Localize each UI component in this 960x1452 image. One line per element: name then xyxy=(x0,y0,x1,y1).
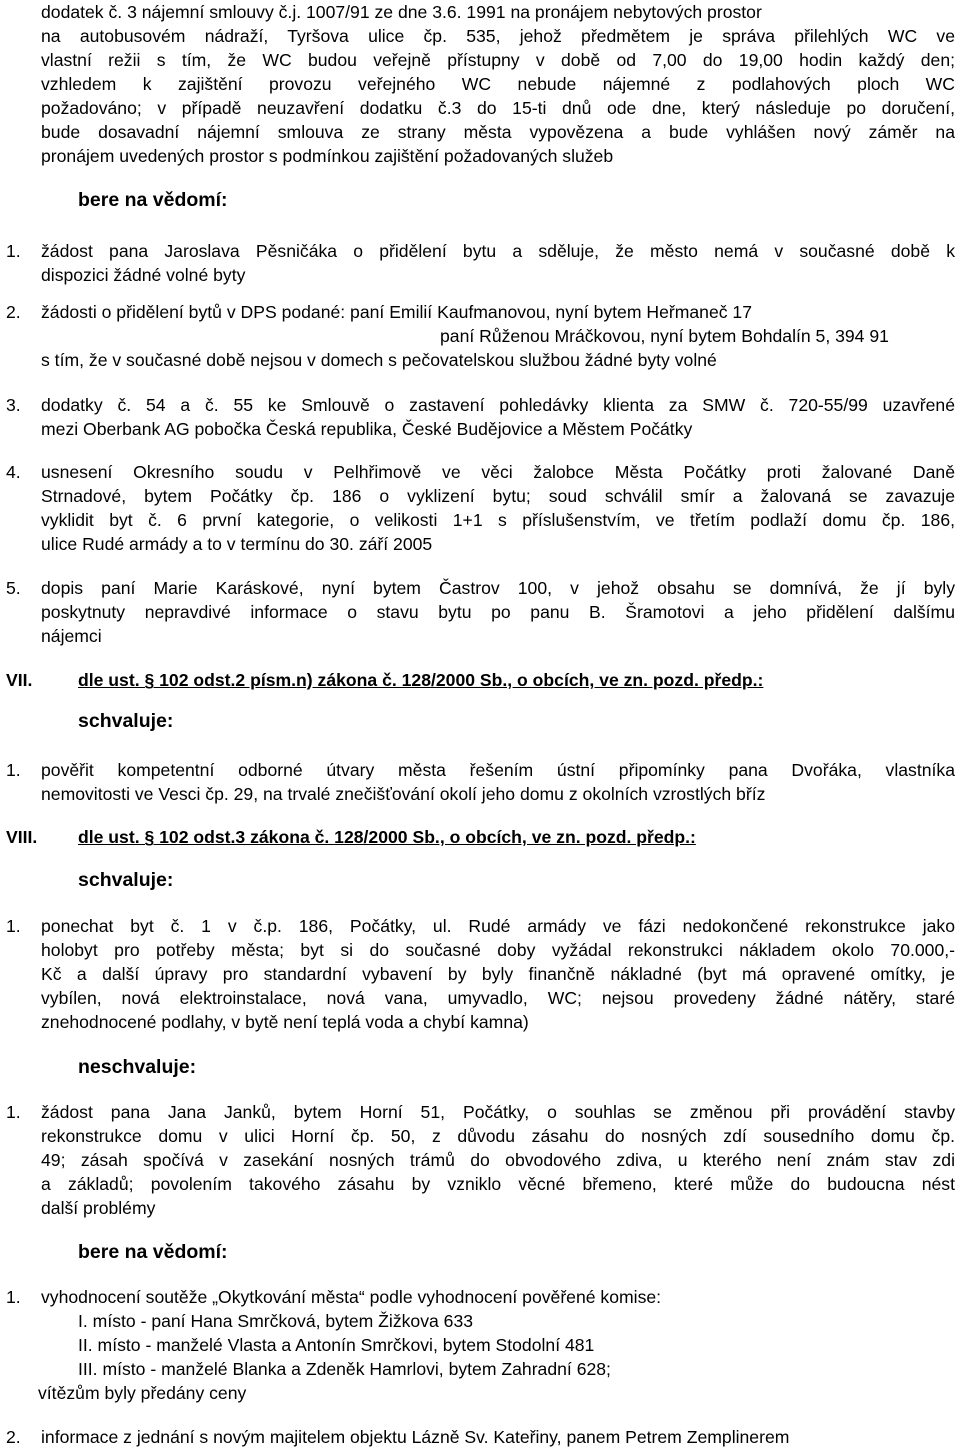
item-number: 1. xyxy=(6,241,21,261)
item-number: 2. xyxy=(6,1427,21,1447)
text-line: bude dosavadní nájemní smlouva ze strany města vypovězena a bude vyhlášen nový záměr na xyxy=(41,122,955,142)
text-line: znehodnocené podlahy, v bytě není teplá voda a chybí kamna) xyxy=(41,1012,529,1032)
text-line: rekonstrukce domu v ulici Horní čp. 50, z důvodu zásahu do nosných zdí sousedního domu čp. xyxy=(41,1126,955,1146)
text-line: Kč a další úpravy pro standardní vybavení by byly finančně nákladné (byt má opravené omítky, je xyxy=(41,964,955,984)
text-line: usnesení Okresního soudu v Pelhřimově ve věci žalobce Města Počátky proti žalované Daně xyxy=(41,462,955,482)
text-line: paní Růženou Mráčkovou, nyní bytem Bohdalín 5, 394 91 xyxy=(440,326,889,346)
text-line: holobyt pro potřeby města; byt si do současné doby vyžádal rekonstrukci nákladem okolo 70.000,- xyxy=(41,940,955,960)
text-line: dispozici žádné volné byty xyxy=(41,265,246,285)
text-line: a základů; povolením takového zásahu by vzniklo věcné břemeno, které může do budoucna nést xyxy=(41,1174,955,1194)
item-number: 3. xyxy=(6,395,21,415)
item-number: 2. xyxy=(6,302,21,322)
text-line: vyklidit byt č. 6 první kategorie, o velikosti 1+1 s příslušenstvím, ve třetím podlaží domu čp. 186, xyxy=(41,510,955,530)
text-line: informace z jednání s novým majitelem objektu Lázně Sv. Kateřiny, panem Petrem Zemplinerem xyxy=(41,1427,790,1447)
item-number: 1. xyxy=(6,916,21,936)
text-line: nemovitosti ve Vesci čp. 29, na trvalé znečišťování okolí jeho domu z okolních vzrostlých bříz xyxy=(41,784,766,804)
section-roman-viii: VIII. xyxy=(6,827,38,847)
item-number: 4. xyxy=(6,462,21,482)
winner-line: III. místo - manželé Blanka a Zdeněk Hamrlovi, bytem Zahradní 628; xyxy=(78,1359,611,1379)
text-line: nájemci xyxy=(41,626,102,646)
item-number: 1. xyxy=(6,760,21,780)
text-line: Strnadové, bytem Počátky čp. 186 o vyklizení bytu; soud schválil smír a žalovaná se zavazuje xyxy=(41,486,955,506)
text-line: mezi Oberbank AG pobočka Česká republika, České Budějovice a Městem Počátky xyxy=(41,419,693,439)
text-line: pověřit kompetentní odborné útvary města řešením ústní připomínky pana Dvořáka, vlastníka xyxy=(41,760,955,780)
section-heading-schvaluje: schvaluje: xyxy=(78,710,174,732)
text-line: poskytnuty nepravdivé informace o stavu bytu po panu B. Šramotovi a jeho přidělení dalšímu xyxy=(41,602,955,622)
text-line: žádosti o přidělení bytů v DPS podané: paní Emilií Kaufmanovou, nyní bytem Heřmaneč 17 xyxy=(41,302,752,322)
item-number: 1. xyxy=(6,1102,21,1122)
text-line: žádost pana Jaroslava Pěsničáka o přidělení bytu a sděluje, že město nemá v současné době k xyxy=(41,241,955,261)
item-number: 5. xyxy=(6,578,21,598)
text-line: s tím, že v současné době nejsou v domech s pečovatelskou službou žádné byty volné xyxy=(41,350,717,370)
text-line: dodatky č. 54 a č. 55 ke Smlouvě o zastavení pohledávky klienta za SMW č. 720-55/99 uzavřené xyxy=(41,395,955,415)
section-heading-bere: bere na vědomí: xyxy=(78,189,228,211)
winner-line: I. místo - paní Hana Smrčková, bytem Žižkova 633 xyxy=(78,1311,474,1331)
winner-line: II. místo - manželé Vlasta a Antonín Smrčkovi, bytem Stodolní 481 xyxy=(78,1335,595,1355)
text-line: pronájem uvedených prostor s podmínkou zajištění požadovaných služeb xyxy=(41,146,614,166)
text-line: 49; zásah spočívá v zasekání nosných trámů do obvodového zdiva, u kterého není znám stav zdi xyxy=(41,1150,955,1170)
law-reference: dle ust. § 102 odst.2 písm.n) zákona č. 128/2000 Sb., o obcích, ve zn. pozd. předp.: xyxy=(78,670,764,690)
text-line: na autobusovém nádraží, Tyršova ulice čp. 535, jehož předmětem je správa přilehlých WC ve xyxy=(41,26,955,46)
section-heading-schvaluje: schvaluje: xyxy=(78,869,174,891)
text-line: požadováno; v případě neuzavření dodatku č.3 do 15-ti dnů ode dne, který následuje po doručení, xyxy=(41,98,955,118)
law-reference: dle ust. § 102 odst.3 zákona č. 128/2000 Sb., o obcích, ve zn. pozd. předp.: xyxy=(78,827,696,847)
text-line: dodatek č. 3 nájemní smlouvy č.j. 1007/91 ze dne 3.6. 1991 na pronájem nebytových prostor xyxy=(41,2,762,22)
text-line: vítězům byly předány ceny xyxy=(38,1383,247,1403)
section-roman-vii: VII. xyxy=(6,670,33,690)
section-heading-bere: bere na vědomí: xyxy=(78,1241,228,1263)
text-line: vyhodnocení soutěže „Okytkování města“ podle vyhodnocení pověřené komise: xyxy=(41,1287,662,1307)
item-number: 1. xyxy=(6,1287,21,1307)
text-line: dopis paní Marie Karáskové, nyní bytem Častrov 100, v jehož obsahu se domnívá, že jí byly xyxy=(41,578,955,598)
text-line: vzhledem k zajištění provozu veřejného WC nebude nájemné z podlahových ploch WC xyxy=(41,74,955,94)
text-line: další problémy xyxy=(41,1198,156,1218)
text-line: žádost pana Jana Janků, bytem Horní 51, Počátky, o souhlas se změnou při provádění stavby xyxy=(41,1102,955,1122)
section-heading-neschvaluje: neschvaluje: xyxy=(78,1056,197,1078)
text-line: vybílen, nová elektroinstalace, nová vana, umyvadlo, WC; nejsou provedeny žádné nátěry, staré xyxy=(41,988,955,1008)
text-line: ulice Rudé armády a to v termínu do 30. září 2005 xyxy=(41,534,433,554)
text-line: ponechat byt č. 1 v č.p. 186, Počátky, ul. Rudé armády ve fázi nedokončené rekonstrukce jako xyxy=(41,916,955,936)
text-line: vlastní režii s tím, že WC budou veřejně přístupny v době od 7,00 do 19,00 hodin každý den; xyxy=(41,50,955,70)
